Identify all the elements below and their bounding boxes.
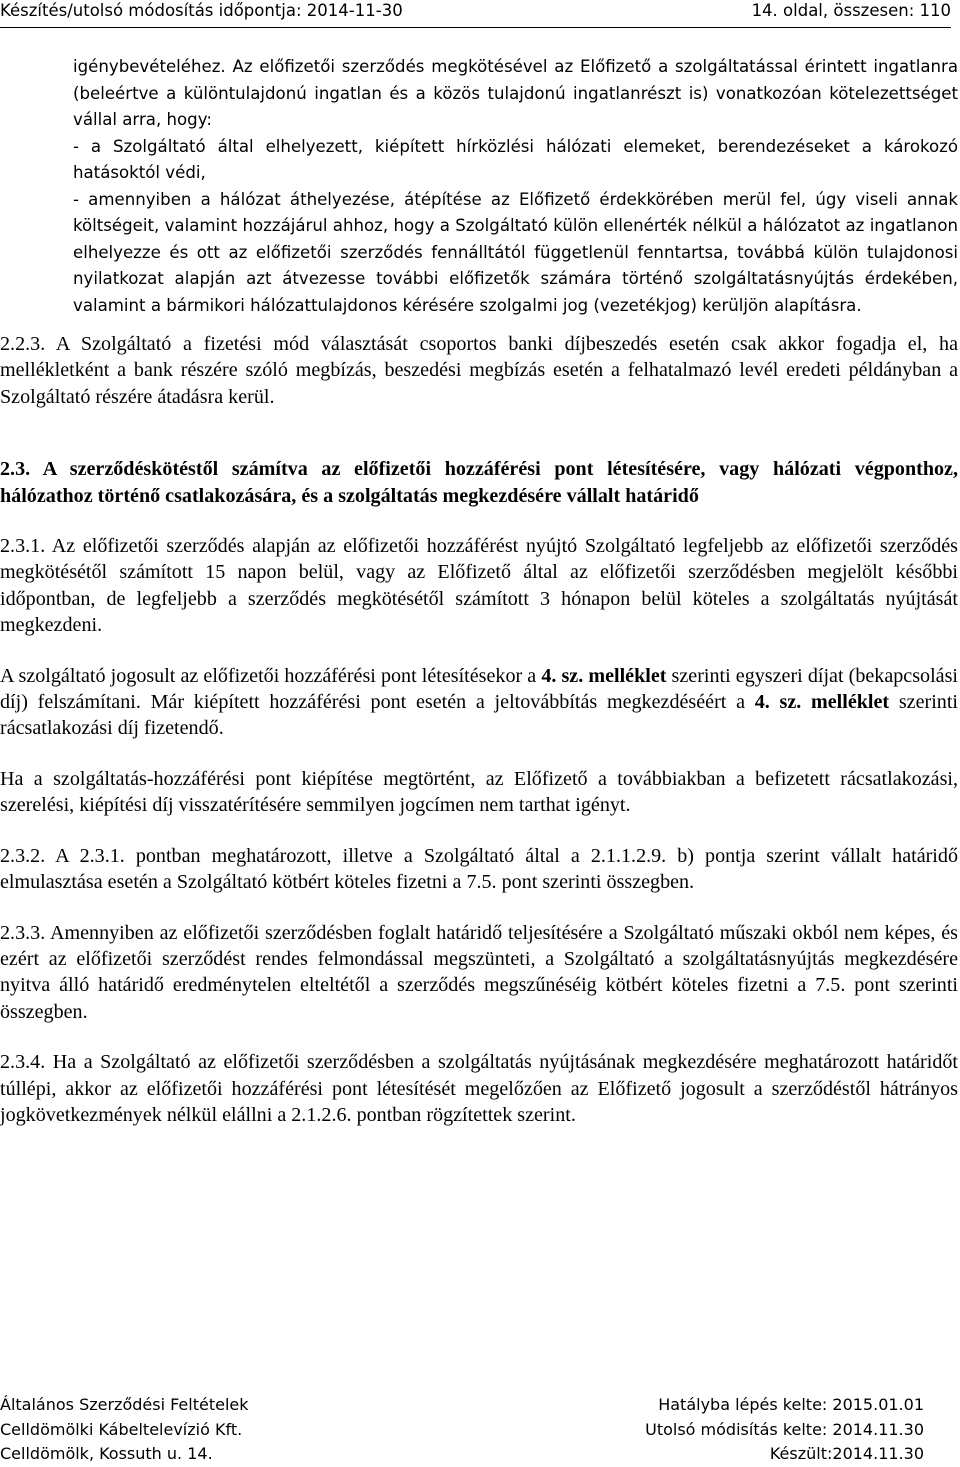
paragraph-obligation-intro: igénybevételéhez. Az előfizetői szerződés megkötésével az Előfizető a szolgáltatással érintett ingatlanra (beleértve a különtulajdonú ingatlan és a közös tulajdonú ingatlanrészt is) vonatkozóan kötelezettséget vállal arra, hogy:	[73, 57, 958, 129]
paragraph-2-3-3: 2.3.3. Amennyiben az előfizetői szerződésben foglalt határidő teljesítésére a Szolgáltató műszaki okból nem képes, és ezért az előfizetői szerződést rendes felmondással megszünteti, a Szolgáltató a szolgáltatásnyújtás megkezdésére nyitva álló határidő eredménytelen elteltétől a szerződés megszűnéséig kötbért köteles fizetni a 7.5. pont szerinti összegben.	[0, 921, 958, 1023]
paragraph-2-3-4: 2.3.4. Ha a Szolgáltató az előfizetői szerződésben a szolgáltatás nyújtásának megkezdésére meghatározott határidőt túllépi, akkor az előfizetői hozzáférési pont létesítését megelőzően az Előfizető jogosult a szerződéstől hátrányos jogkövetkezmények nélkül elállni a 2.1.2.6. pontban rögzítettek szerint.	[0, 1051, 958, 1126]
fee-annex-ref-1: 4. sz. melléklet	[541, 664, 667, 687]
footer-last-modified: Utolsó módisítás kelte: 2014.11.30	[645, 1419, 924, 1439]
paragraph-2-2-3: 2.2.3. A Szolgáltató a fizetési mód választását csoportos banki díjbeszedés esetén csak akkor fogadja el, ha mellékletként a bank részére szóló megbízás, beszedési megbízás esetén a felhatalmazó levél eredeti példányban a Szolgáltató részére átadásra kerül.	[0, 333, 958, 408]
page-footer	[0, 1393, 924, 1467]
footer-doc-title: Általános Szerződési Feltételek	[0, 1395, 249, 1414]
footer-created-date: Készült:2014.11.30	[769, 1444, 924, 1463]
fee-text-2: szerinti egyszeri díjat (bekapcsolási díj) felszámítani. Már kiépített hozzáférési pont esetén a jeltovábbítás megkezdéséért a	[0, 664, 958, 714]
paragraph-2-3-1: 2.3.1. Az előfizetői szerződés alapján az előfizetői hozzáférést nyújtó Szolgáltató legfeljebb az előfizetői szerződés megkötésétől számított 15 napon belül, vagy az Előfizető által az előfizetői szerződésben megjelölt későbbi időpontban, de legfeljebb a szerződés megkötésétől számított 3 hónapon belül köteles a szolgáltatás nyújtását megkezdeni.	[0, 535, 958, 637]
paragraph-obligation-item-1: - a Szolgáltató által elhelyezett, kiépített hírközlési hálózati elemeket, berendezéseket a károkozó hatásoktól védi,	[73, 136, 958, 182]
document-body	[0, 54, 958, 1128]
section-heading-2-3: 2.3. A szerződéskötéstől számítva az előfizetői hozzáférési pont létesítésére, vagy hálózati végponthoz, hálózathoz történő csatlakozására, és a szolgáltatás megkezdésére vállalt határidő	[0, 458, 958, 507]
header-modified-date: Készítés/utolsó módosítás időpontja: 2014-11-30	[0, 1, 403, 20]
footer-company: Celldömölki Kábeltelevízió Kft.	[0, 1419, 243, 1439]
header-divider	[0, 27, 951, 28]
paragraph-refund: Ha a szolgáltatás-hozzáférési pont kiépítése megtörtént, az Előfizető a továbbiakban a befizetett rácsatlakozási, szerelési, kiépítési díj visszatérítésére semmilyen jogcímen nem tarthat igényt.	[0, 767, 958, 817]
footer-address: Celldömölk, Kossuth u. 14.	[0, 1444, 213, 1463]
paragraph-2-3-2: 2.3.2. A 2.3.1. pontban meghatározott, illetve a Szolgáltató által a 2.1.1.2.9. b) pontja szerint vállalt határidő elmulasztása esetén a Szolgáltató kötbért köteles fizetni a 7.5. pont szerinti összegben.	[0, 844, 958, 894]
paragraph-obligation-item-2: - amennyiben a hálózat áthelyezése, átépítése az Előfizető érdekkörében merül fel, úgy viseli annak költségeit, valamint hozzájárul ahhoz, hogy a Szolgáltató külön ellenérték nélkül a hálózatot az ingatlanon elhelyezze és ott az előfizetői szerződés fennálltától függetlenül fenntartsa, továbbá külön tulajdonosi nyilatkozat alapján azt átvezesse további előfizetők számára történő szolgáltatásnyújtás érdekében, valamint a bármikori hálózattulajdonos kérésére szolgalmi jog (vezetékjog) kerüljön alapításra.	[73, 189, 958, 315]
footer-effective-date: Hatálybа lépés kelte: 2015.01.01	[658, 1395, 924, 1414]
header-page-number: 14. oldal, összesen: 110	[751, 1, 951, 20]
page-header	[0, 0, 951, 30]
fee-text-1: A szolgáltató jogosult az előfizetői hozzáférési pont létesítésekor a	[0, 664, 542, 687]
fee-annex-ref-2: 4. sz. melléklet	[754, 691, 890, 714]
paragraph-connection-fee	[0, 663, 958, 742]
fee-text-3: szerinti rácsatlakozási díj fizetendő.	[0, 691, 958, 740]
